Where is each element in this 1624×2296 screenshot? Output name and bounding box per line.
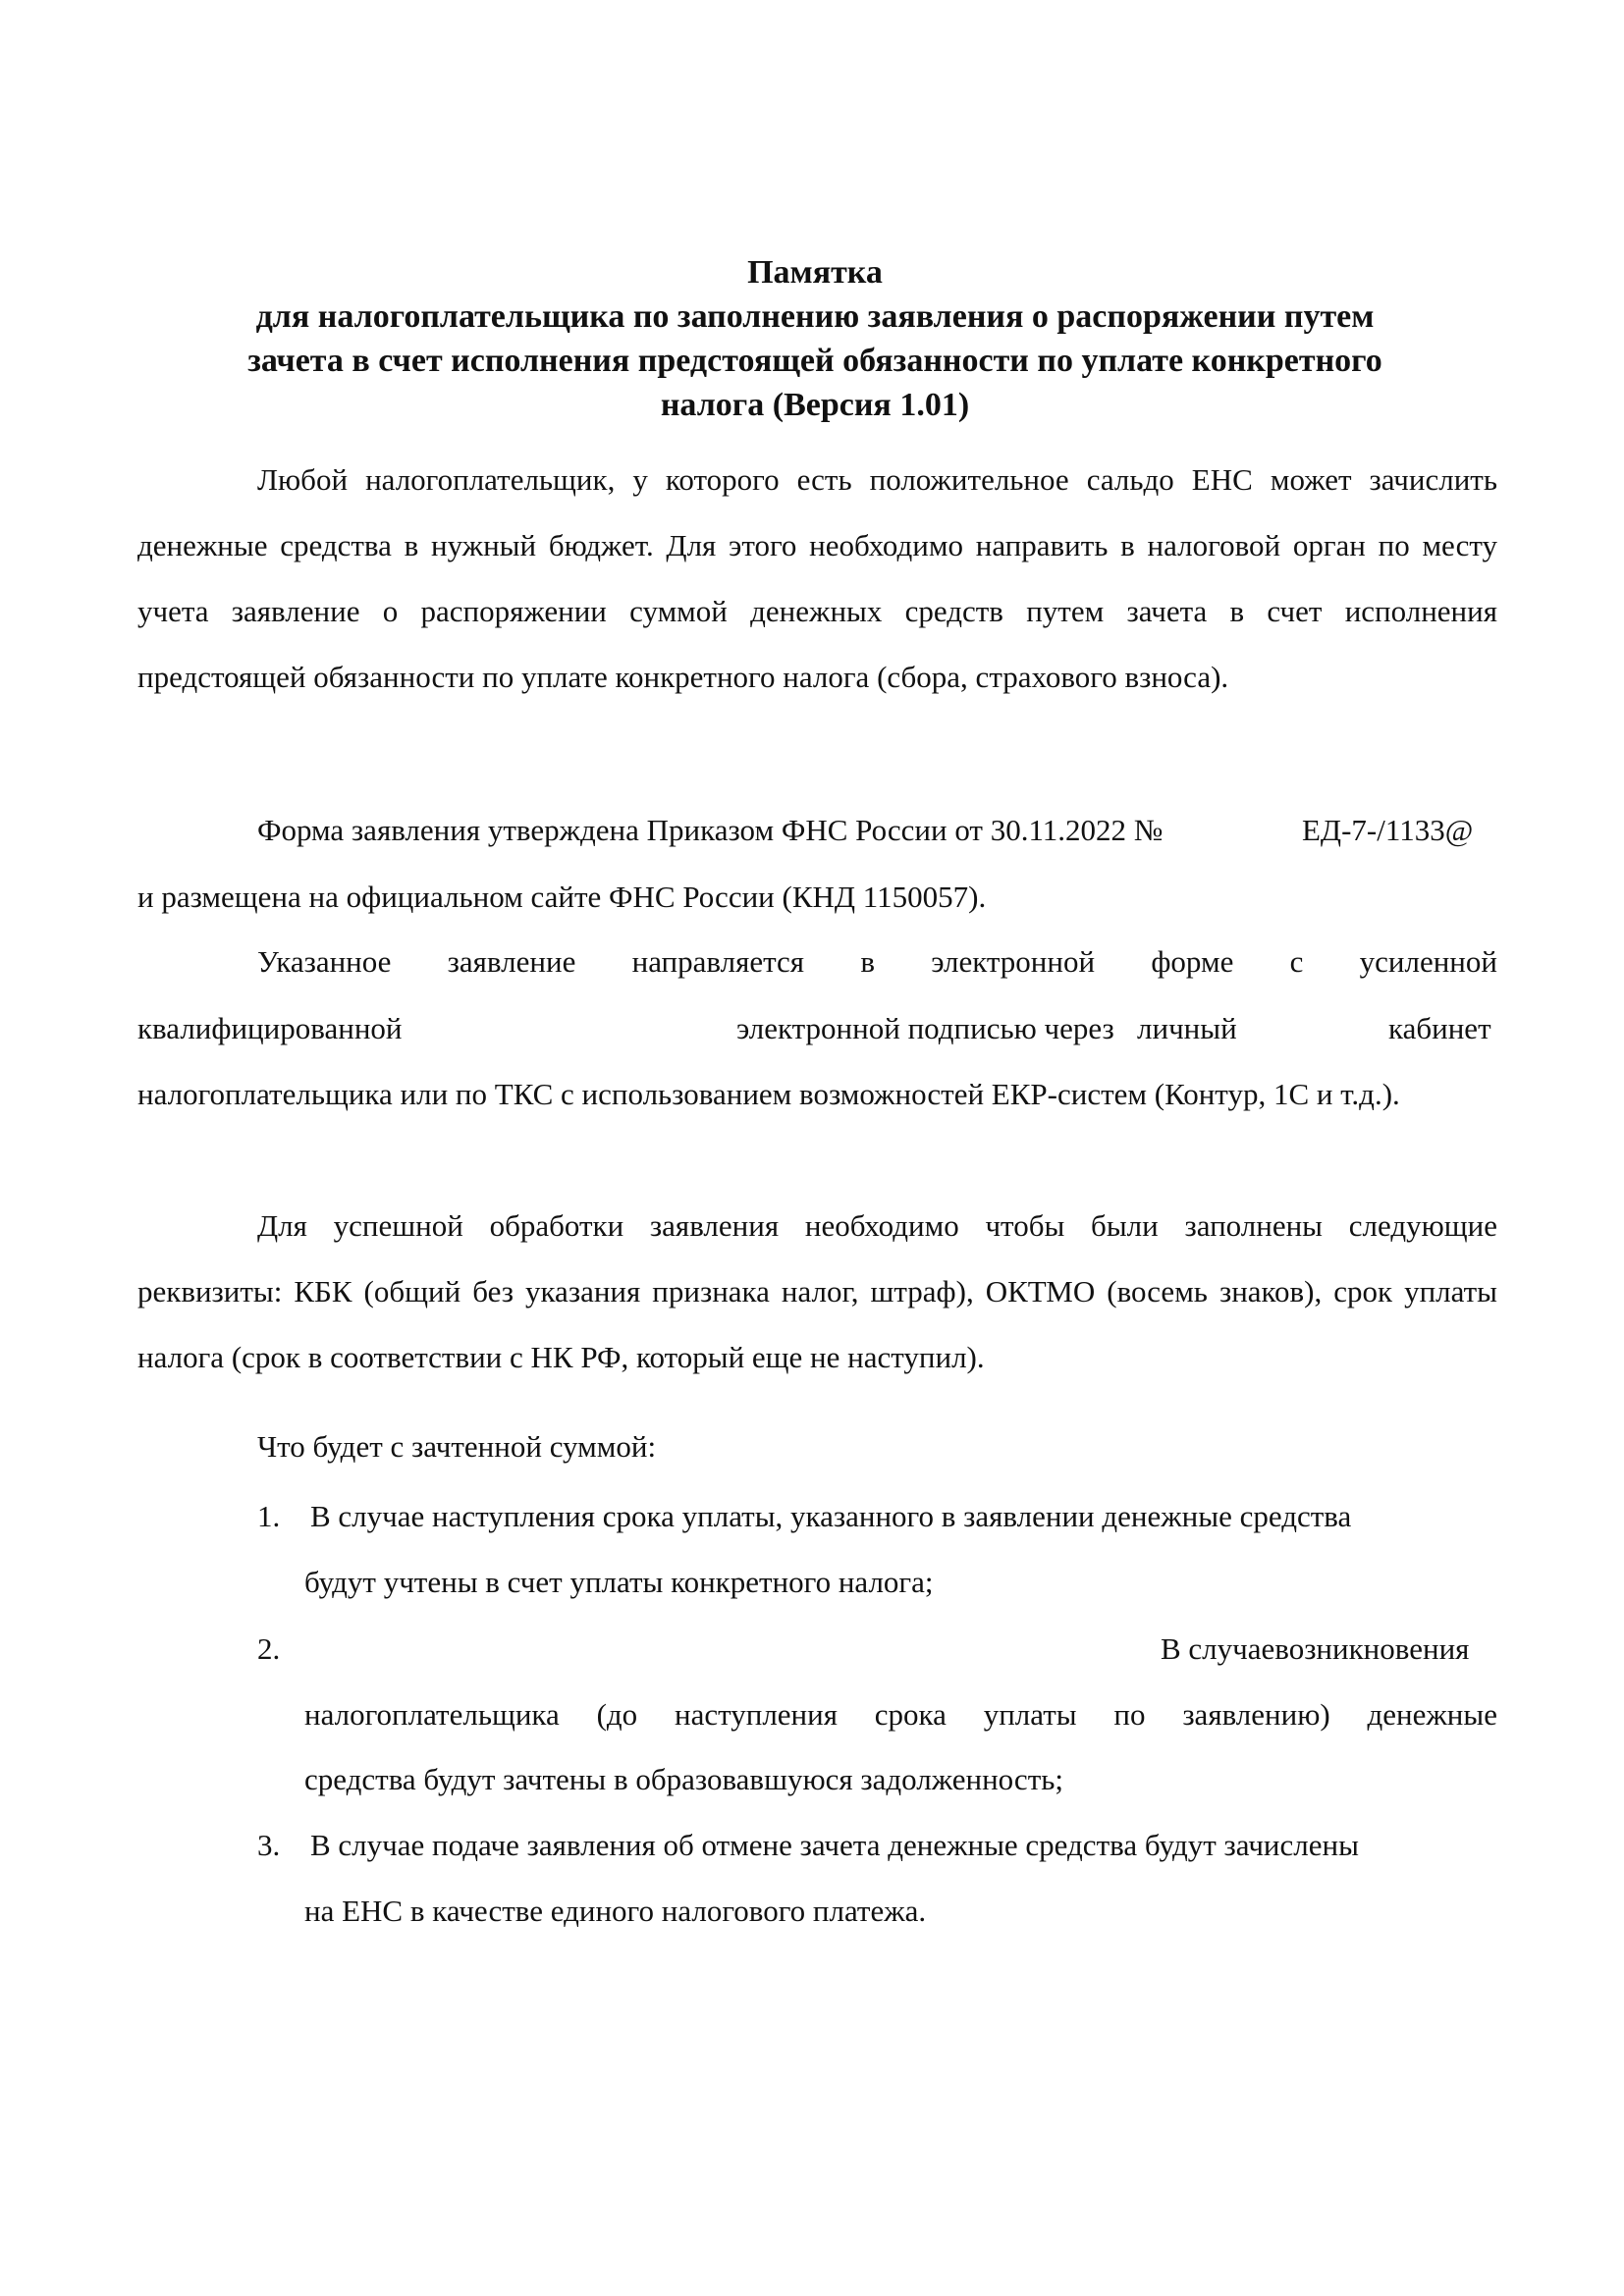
order-number: ЕД-7-/1133@ — [1302, 813, 1474, 847]
submission-line-2a: квалифицированной — [137, 1011, 403, 1045]
list-item-3-line-1: В случае подаче заявления об отмене зачета денежные средства будут зачислены — [310, 1828, 1359, 1862]
title-line-4: налога (Версия 1.01) — [660, 387, 970, 423]
word: электронной — [931, 944, 1096, 979]
word: Указанное — [257, 944, 392, 979]
word: усиленной — [1359, 944, 1497, 979]
word: (до — [596, 1697, 638, 1732]
list-item-1-number: 1. — [257, 1499, 281, 1533]
document-title — [137, 250, 1492, 427]
submission-line-3 — [137, 1061, 1497, 1127]
word: денежные — [1367, 1697, 1497, 1732]
word: форме — [1151, 944, 1234, 979]
title-line-2: для налогоплательщика по заполнению заявления о распоряжении путем — [255, 298, 1375, 335]
word: уплаты — [983, 1697, 1077, 1732]
paragraph-required-fields — [137, 1193, 1497, 1390]
word: налогоплательщика — [304, 1697, 560, 1732]
word: в — [860, 944, 875, 979]
paragraph-4-text: Для успешной обработки заявления необходимо чтобы были заполнены следующие реквизиты: КБК (общий без указания признака налог, штраф), ОКТМО (восемь знаков), срок уплаты налога (срок в соответствии с НК РФ, который еще не наступил). — [137, 1208, 1497, 1374]
word: заявлению) — [1182, 1697, 1330, 1732]
title-line-1: Памятка — [747, 254, 883, 291]
word: направляется — [631, 944, 805, 979]
list-item-2-line-3: средства будут зачтены в образовавшуюся задолженность; — [304, 1762, 1063, 1796]
submission-line-2c: кабинет — [1388, 1011, 1491, 1045]
list-item-1-line-2: будут учтены в счет уплаты конкретного налога; — [304, 1565, 934, 1599]
paragraph-positive-balance — [137, 447, 1497, 710]
submission-line-2b: электронной подписью через личный — [736, 1011, 1237, 1045]
word: заявление — [447, 944, 576, 979]
submission-line-1 — [257, 942, 1497, 982]
word: срока — [874, 1697, 947, 1732]
list-intro: Что будет с зачтенной суммой: — [257, 1429, 657, 1464]
title-line-3: зачета в счет исполнения предстоящей обязанности по уплате конкретного — [247, 343, 1382, 379]
list-item-2-line-2 — [304, 1695, 1497, 1735]
word: с — [1289, 944, 1304, 979]
form-approval-line-2: и размещена на официальном сайте ФНС России (КНД 1150057). — [137, 880, 987, 914]
list-item-1-line-1: В случае наступления срока уплаты, указанного в заявлении денежные средства — [310, 1499, 1352, 1533]
list-item-2-line-1: В случаевозникновения — [1161, 1631, 1470, 1666]
list-item-3-line-2: на ЕНС в качестве единого налогового платежа. — [304, 1894, 927, 1928]
paragraph-1-text: Любой налогоплательщик, у которого есть положительное сальдо ЕНС может зачислить денежные средства в нужный бюджет. Для этого необходимо направить в налоговой орган по месту учета заявление о распоряжении суммой денежных средств путем зачета в счет исполнения предстоящей обязанности по уплате конкретного налога (сбора, страхового взноса). — [137, 462, 1497, 694]
list-item-2-number: 2. — [257, 1631, 281, 1666]
submission-line-3-text: налогоплательщика или по ТКС с использованием возможностей ЕКР-систем (Контур, 1С и т.д.). — [137, 1077, 1400, 1111]
list-item-3-number: 3. — [257, 1828, 281, 1862]
form-approval-line-1: Форма заявления утверждена Приказом ФНС России от 30.11.2022 № — [257, 813, 1164, 847]
word: по — [1113, 1697, 1146, 1732]
word: наступления — [674, 1697, 838, 1732]
